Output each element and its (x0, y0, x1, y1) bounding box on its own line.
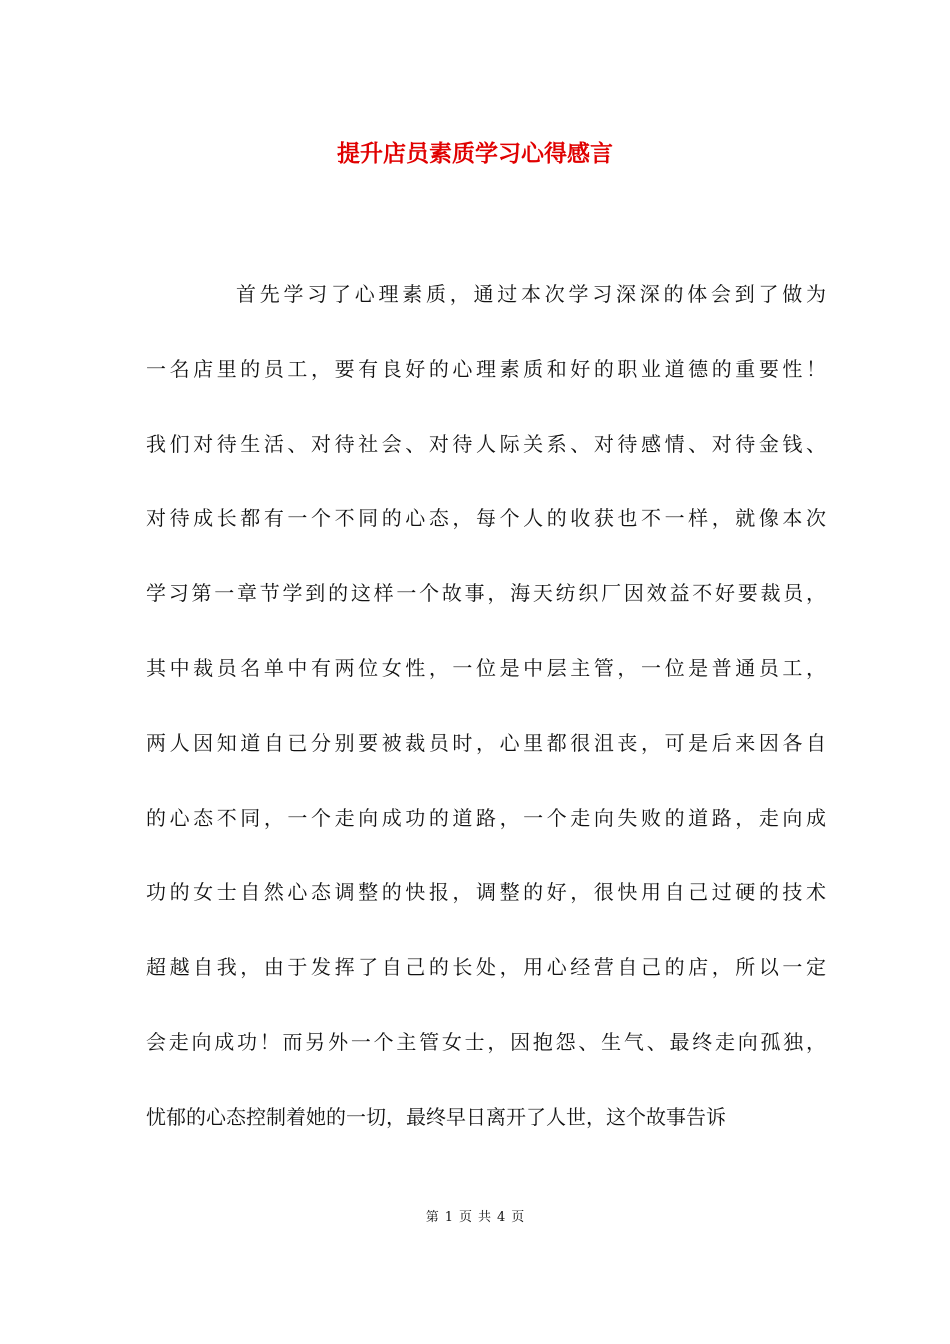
footer-total-prefix: 共 (478, 1210, 492, 1225)
body-line-5: 学习第一章节学到的这样一个故事，海天纺织厂因效益不好要裁员， (146, 581, 826, 606)
body-line-7: 两人因知道自已分别要被裁员时，心里都很沮丧，可是后来因各自 (146, 730, 826, 755)
body-line-4: 对待成长都有一个不同的心态，每个人的收获也不一样，就像本次 (146, 506, 826, 531)
body-line-10: 超越自我，由于发挥了自己的长处，用心经营自己的店，所以一定 (146, 955, 826, 980)
document-title: 提升店员素质学习心得感言 (337, 140, 613, 167)
body-line-6: 其中裁员名单中有两位女性，一位是中层主管，一位是普通员工， (146, 655, 826, 680)
body-line-8: 的心态不同，一个走向成功的道路，一个走向失败的道路，走向成 (146, 805, 826, 830)
body-line-1: 首先学习了心理素质，通过本次学习深深的体会到了做为 (236, 282, 826, 306)
footer-total-pages: 4 (497, 1210, 506, 1225)
footer-prefix: 第 (425, 1210, 439, 1225)
body-line-3: 我们对待生活、对待社会、对待人际关系、对待感情、对待金钱、 (146, 431, 826, 456)
body-line-11: 会走向成功！而另外一个主管女士，因抱怨、生气、最终走向孤独， (146, 1029, 826, 1054)
footer-page-unit: 页 (458, 1210, 472, 1225)
body-line-12: 忧郁的心态控制着她的一切，最终早日离开了人世，这个故事告诉 (146, 1104, 726, 1129)
footer-current-page: 1 (444, 1210, 453, 1225)
footer-total-unit: 页 (511, 1210, 525, 1225)
page-footer (0, 1208, 950, 1228)
body-line-9: 功的女士自然心态调整的快报，调整的好，很快用自己过硬的技术 (146, 880, 826, 905)
body-line-2: 一名店里的员工，要有良好的心理素质和好的职业道德的重要性！ (146, 356, 826, 381)
document-body (146, 276, 826, 1174)
